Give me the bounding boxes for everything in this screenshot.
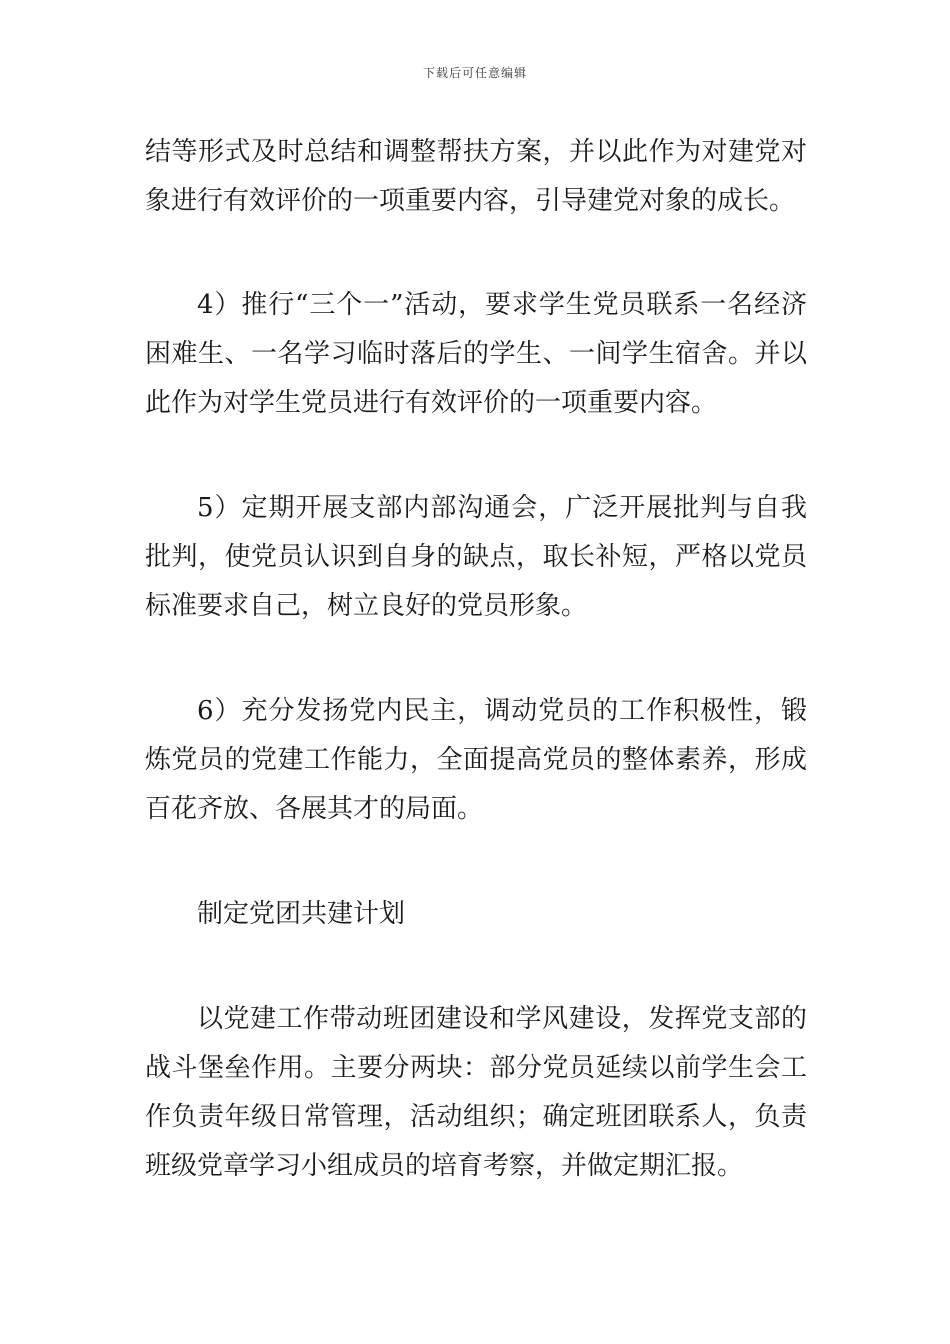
page-header	[0, 64, 950, 81]
header-text: 下载后可任意编辑	[422, 66, 527, 80]
paragraph-item-5: 5）定期开展支部内部沟通会，广泛开展批判与自我批判，使党员认识到自身的缺点，取长补短，严格以党员标准要求自己，树立良好的党员形象。	[145, 493, 807, 621]
document-body	[145, 128, 807, 1191]
section-heading: 制定党团共建计划	[197, 899, 406, 929]
paragraph-plan: 以党建工作带动班团建设和学风建设，发挥党支部的战斗堡垒作用。主要分两块：部分党员延续以前学生会工作负责年级日常管理，活动组织；确定班团联系人，负责班级党章学习小组成员的培育考察，并做定期汇报。	[145, 1004, 807, 1181]
paragraph-continuation: 结等形式及时总结和调整帮扶方案，并以此作为对建党对象进行有效评价的一项重要内容，引导建党对象的成长。	[145, 137, 807, 216]
paragraph-item-4: 4）推行“三个一”活动，要求学生党员联系一名经济困难生、一名学习临时落后的学生、一间学生宿舍。并以此作为对学生党员进行有效评价的一项重要内容。	[145, 290, 807, 418]
paragraph-item-6: 6）充分发扬党内民主，调动党员的工作积极性，锻炼党员的党建工作能力，全面提高党员的整体素养，形成百花齐放、各展其才的局面。	[145, 696, 807, 824]
